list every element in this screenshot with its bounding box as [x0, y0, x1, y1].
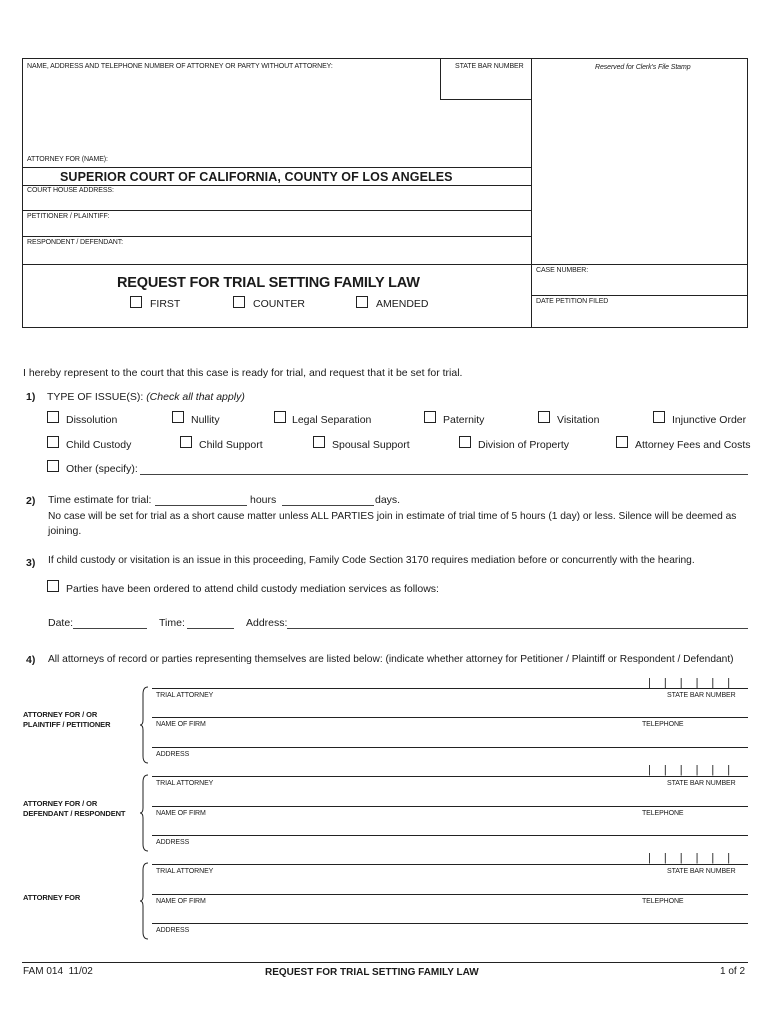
group2-firm-line[interactable]: [152, 806, 748, 807]
courthouse-line: [22, 185, 531, 186]
group2-trial-attorney-label: TRIAL ATTORNEY: [156, 780, 214, 787]
group3-trial-attorney-label: TRIAL ATTORNEY: [156, 868, 214, 875]
case-number-line: [531, 295, 748, 296]
item1-number: 1): [26, 391, 36, 403]
group1-firm-label: NAME OF FIRM: [156, 721, 206, 728]
respondent-line: [22, 236, 531, 237]
group3-brace-icon: [139, 862, 149, 940]
footer-page: 1 of 2: [720, 966, 746, 977]
intro-text: I hereby represent to the court that this case is ready for trial, and request that it be set for trial.: [23, 367, 463, 379]
footer-form-id: FAM 014 11/02: [23, 966, 93, 977]
nullity-checkbox[interactable]: [172, 411, 184, 423]
division-property-label: Division of Property: [478, 439, 570, 451]
issue-type-label: TYPE OF ISSUE(S):: [47, 391, 144, 403]
group1-brace-icon: [139, 686, 149, 764]
group1-bar-ticks: ||||||: [648, 677, 744, 689]
first-checkbox[interactable]: [130, 296, 142, 308]
case-number-label: CASE NUMBER:: [536, 267, 589, 274]
state-bar-label: STATE BAR NUMBER: [455, 63, 524, 70]
nullity-label: Nullity: [191, 414, 220, 426]
visitation-label: Visitation: [557, 414, 600, 426]
mediation-checkbox[interactable]: [47, 580, 59, 592]
group1-label-line2: PLAINTIFF / PETITIONER: [23, 720, 111, 729]
dissolution-checkbox[interactable]: [47, 411, 59, 423]
child-custody-checkbox[interactable]: [47, 436, 59, 448]
child-custody-label: Child Custody: [66, 439, 132, 451]
paternity-label: Paternity: [443, 414, 485, 426]
attorney-for-line: [22, 167, 531, 168]
days-label: days.: [375, 494, 401, 506]
visitation-checkbox[interactable]: [538, 411, 550, 423]
attorney-fees-label: Attorney Fees and Costs: [635, 439, 751, 451]
group3-telephone-label: TELEPHONE: [642, 898, 684, 905]
petitioner-label: PETITIONER / PLAINTIFF:: [27, 213, 110, 220]
group3-firm-label: NAME OF FIRM: [156, 898, 206, 905]
group2-address-label: ADDRESS: [156, 839, 190, 846]
footer-rule: [22, 962, 748, 963]
days-field[interactable]: [282, 505, 374, 506]
group2-brace-icon: [139, 774, 149, 852]
mediation-address-field[interactable]: [287, 628, 748, 629]
other-label: Other (specify):: [66, 463, 138, 475]
injunctive-order-label: Injunctive Order: [672, 414, 747, 426]
courthouse-label: COURT HOUSE ADDRESS:: [27, 187, 114, 194]
amended-checkbox[interactable]: [356, 296, 368, 308]
group1-address-line[interactable]: [152, 747, 748, 748]
first-label: FIRST: [150, 298, 181, 310]
other-checkbox[interactable]: [47, 460, 59, 472]
item4-number: 4): [26, 654, 36, 666]
group2-address-line[interactable]: [152, 835, 748, 836]
short-cause-note-line2: joining.: [48, 525, 82, 537]
legal-separation-checkbox[interactable]: [274, 411, 286, 423]
attorney-label: NAME, ADDRESS AND TELEPHONE NUMBER OF ATTORNEY OR PARTY WITHOUT ATTORNEY:: [27, 63, 333, 70]
mediation-requirement: If child custody or visitation is an issue in this proceeding, Family Code Section 3170 requires mediation before or concurrently with the hearing.: [48, 555, 695, 566]
hours-label: hours: [250, 494, 277, 506]
mediation-checkbox-label: Parties have been ordered to attend child custody mediation services as follows:: [66, 583, 439, 595]
spousal-support-label: Spousal Support: [332, 439, 410, 451]
group2-label-line1: ATTORNEY FOR / OR: [23, 799, 98, 808]
attorney-fees-checkbox[interactable]: [616, 436, 628, 448]
amended-label: AMENDED: [376, 298, 429, 310]
mediation-time-label: Time:: [159, 617, 185, 629]
group2-trial-attorney-line[interactable]: [152, 776, 748, 777]
group2-bar-ticks: ||||||: [648, 764, 744, 776]
group2-label-line2: DEFENDANT / RESPONDENT: [23, 809, 126, 818]
group3-label-line1: ATTORNEY FOR: [23, 893, 81, 902]
short-cause-note-line1: No case will be set for trial as a short cause matter unless ALL PARTIES join in estimate of trial time of 5 hours (1 day) or less. Silence will be deemed as: [48, 511, 737, 522]
time-estimate-label: Time estimate for trial:: [48, 494, 152, 506]
group1-firm-line[interactable]: [152, 717, 748, 718]
group1-trial-attorney-line[interactable]: [152, 688, 748, 689]
group1-state-bar-label: STATE BAR NUMBER: [667, 692, 736, 699]
injunctive-order-checkbox[interactable]: [653, 411, 665, 423]
mediation-address-label: Address:: [246, 617, 288, 629]
counter-label: COUNTER: [253, 298, 305, 310]
title-line: [22, 264, 748, 265]
group1-telephone-label: TELEPHONE: [642, 721, 684, 728]
attorney-for-label: ATTORNEY FOR (NAME):: [27, 156, 108, 163]
group3-firm-line[interactable]: [152, 894, 748, 895]
other-specify-field[interactable]: [140, 474, 748, 475]
group2-state-bar-label: STATE BAR NUMBER: [667, 780, 736, 787]
group2-firm-label: NAME OF FIRM: [156, 810, 206, 817]
group3-bar-ticks: ||||||: [648, 852, 744, 864]
respondent-label: RESPONDENT / DEFENDANT:: [27, 239, 123, 246]
mediation-time-field[interactable]: [187, 628, 234, 629]
petitioner-line: [22, 210, 531, 211]
clerk-stamp-label: Reserved for Clerk's File Stamp: [595, 64, 691, 71]
form-title: REQUEST FOR TRIAL SETTING FAMILY LAW: [117, 275, 420, 291]
child-support-label: Child Support: [199, 439, 263, 451]
footer-title: REQUEST FOR TRIAL SETTING FAMILY LAW: [265, 967, 479, 978]
dissolution-label: Dissolution: [66, 414, 118, 426]
mediation-date-label: Date:: [48, 617, 74, 629]
paternity-checkbox[interactable]: [424, 411, 436, 423]
court-name: SUPERIOR COURT OF CALIFORNIA, COUNTY OF LOS ANGELES: [60, 170, 453, 184]
group3-state-bar-label: STATE BAR NUMBER: [667, 868, 736, 875]
group1-label-line1: ATTORNEY FOR / OR: [23, 710, 98, 719]
date-filed-label: DATE PETITION FILED: [536, 298, 609, 305]
item1-label: [47, 391, 245, 403]
mediation-date-field[interactable]: [73, 628, 147, 629]
hours-field[interactable]: [155, 505, 247, 506]
legal-separation-label: Legal Separation: [292, 414, 372, 426]
division-property-checkbox[interactable]: [459, 436, 471, 448]
issue-type-hint: (Check all that apply): [146, 391, 245, 403]
item2-number: 2): [26, 495, 36, 507]
group2-telephone-label: TELEPHONE: [642, 810, 684, 817]
counter-checkbox[interactable]: [233, 296, 245, 308]
group3-trial-attorney-line[interactable]: [152, 864, 748, 865]
item3-number: 3): [26, 557, 36, 569]
group3-address-label: ADDRESS: [156, 927, 190, 934]
group1-trial-attorney-label: TRIAL ATTORNEY: [156, 692, 214, 699]
attorneys-listed-text: All attorneys of record or parties representing themselves are listed below: (indicate whether attorney for Petitioner / Plaintiff or Respondent / Defendant): [48, 654, 734, 665]
spousal-support-checkbox[interactable]: [313, 436, 325, 448]
group3-address-line[interactable]: [152, 923, 748, 924]
group1-address-label: ADDRESS: [156, 751, 190, 758]
child-support-checkbox[interactable]: [180, 436, 192, 448]
